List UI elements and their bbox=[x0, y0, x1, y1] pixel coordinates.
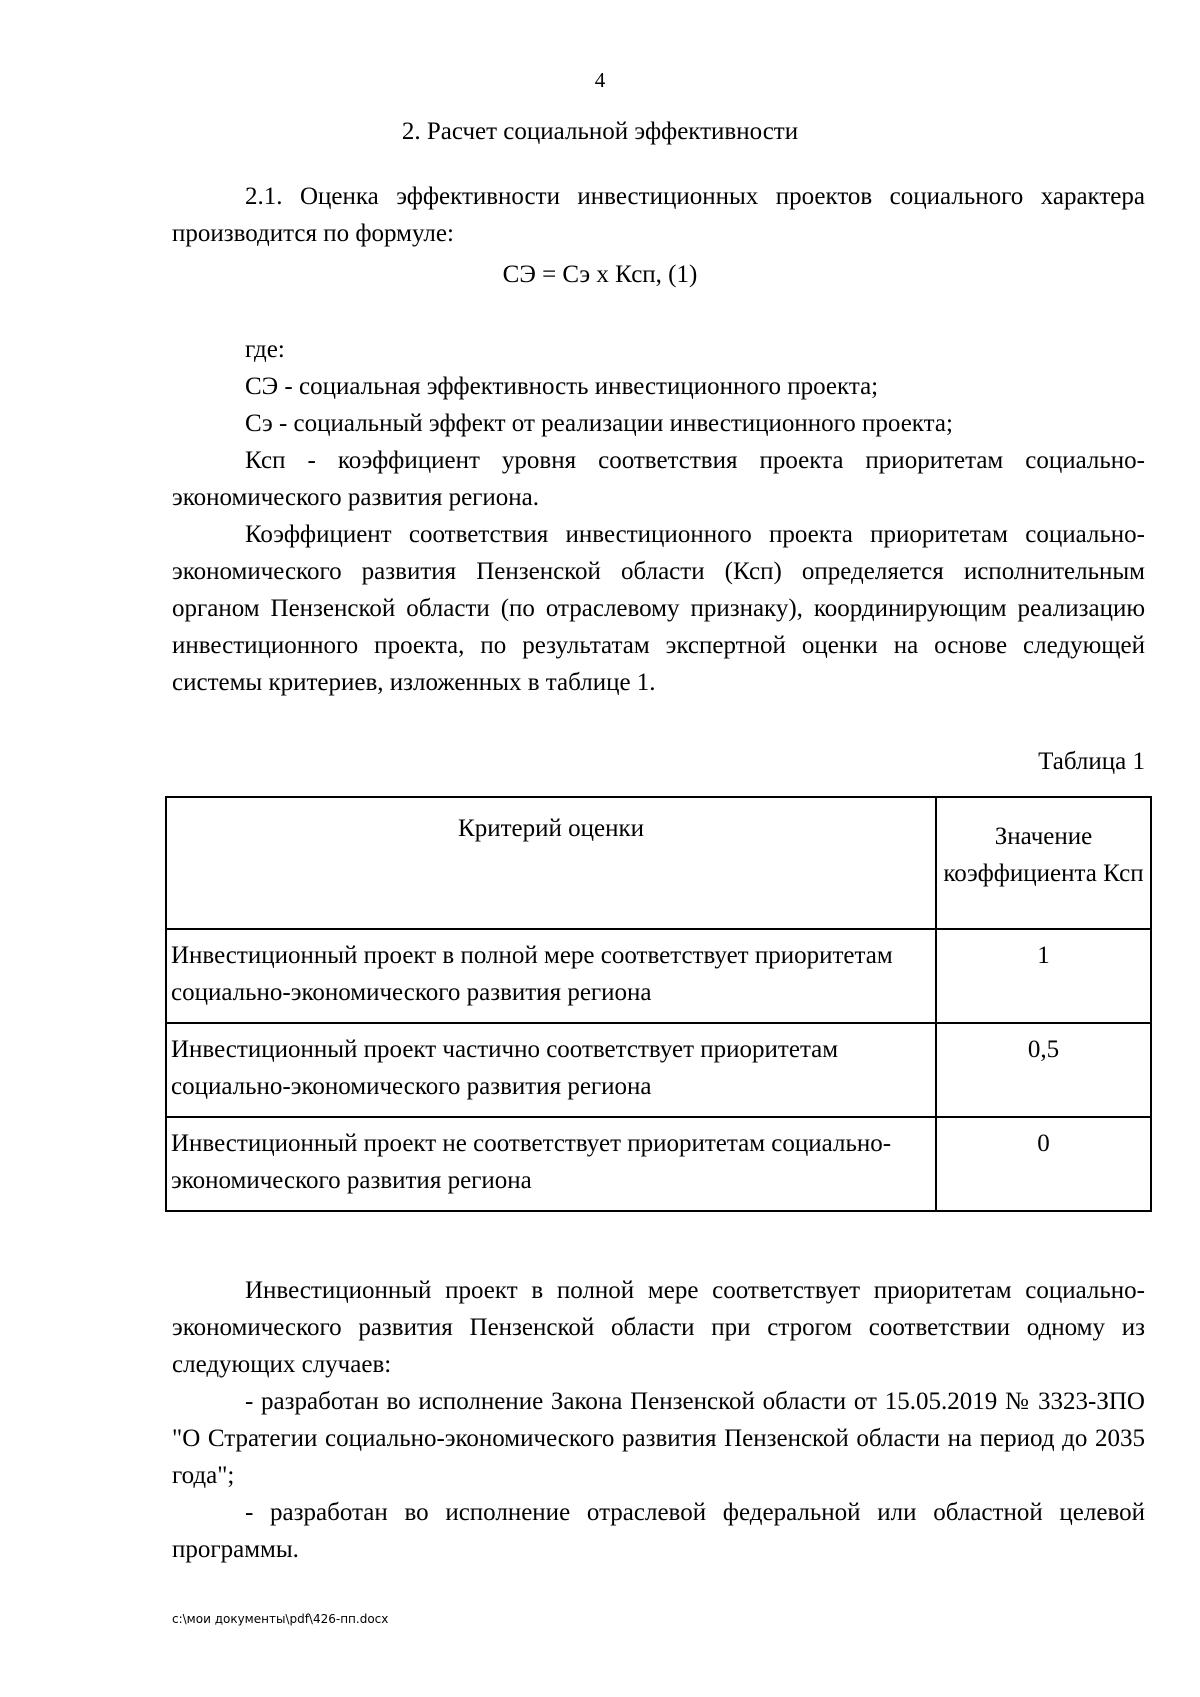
table-row bbox=[166, 1023, 1151, 1117]
table-row bbox=[166, 1117, 1151, 1211]
table-row bbox=[166, 929, 1151, 1023]
value-cell: 0 bbox=[936, 1117, 1151, 1211]
definition-ksp: Ксп - коэффициент уровня соответствия проекта приоритетам социально-экономического развития региона. bbox=[172, 447, 1145, 511]
definition-se-effect: Сэ - социальный эффект от реализации инвестиционного проекта; bbox=[245, 410, 953, 437]
criterion-cell: Инвестиционный проект не соответствует приоритетам социально-экономического развития региона bbox=[166, 1117, 936, 1211]
page-number: 4 bbox=[594, 68, 606, 92]
case-strategy-law: - разработан во исполнение Закона Пензенской области от 15.05.2019 № 3323-ЗПО "О Стратегии социально-экономического развития Пензенской области на период до 2035 года"; bbox=[172, 1388, 1145, 1489]
criterion-cell: Инвестиционный проект в полной мере соответствует приоритетам социально-экономического развития региона bbox=[166, 929, 936, 1023]
criterion-cell: Инвестиционный проект частично соответствует приоритетам социально-экономического развития региона bbox=[166, 1023, 936, 1117]
value-cell: 0,5 bbox=[936, 1023, 1151, 1117]
table-header-row bbox=[166, 797, 1151, 929]
header-coefficient-value: Значение коэффициента Ксп bbox=[936, 797, 1151, 929]
definition-se: СЭ - социальная эффективность инвестиционного проекта; bbox=[245, 373, 879, 400]
table-caption: Таблица 1 bbox=[1038, 748, 1145, 775]
paragraph-2-1: 2.1. Оценка эффективности инвестиционных проектов социального характера производится по формуле: bbox=[172, 183, 1145, 247]
value-cell: 1 bbox=[936, 929, 1151, 1023]
case-target-program: - разработан во исполнение отраслевой федеральной или областной целевой программы. bbox=[172, 1499, 1145, 1563]
where-label: где: bbox=[245, 336, 285, 363]
footer-file-path: c:\мои документы\pdf\426-пп.docx bbox=[172, 1612, 389, 1626]
header-criterion: Критерий оценки bbox=[166, 797, 936, 929]
paragraph-coefficient: Коэффициент соответствия инвестиционного проекта приоритетам социально-экономического развития Пензенской области (Ксп) определяется исполнительным органом Пензенской области (по отраслевому признаку), координирующим реализацию инвестиционного проекта, по результатам экспертной оценки на основе следующей системы критериев, изложенных в таблице 1. bbox=[172, 521, 1145, 696]
paragraph-full-match: Инвестиционный проект в полной мере соответствует приоритетам социально-экономического развития Пензенской области при строгом соответствии одному из следующих случаев: bbox=[172, 1277, 1145, 1378]
formula: СЭ = Сэ х Ксп, (1) bbox=[502, 261, 698, 288]
section-heading: 2. Расчет социальной эффективности bbox=[401, 118, 799, 145]
criteria-table bbox=[165, 796, 1152, 1212]
